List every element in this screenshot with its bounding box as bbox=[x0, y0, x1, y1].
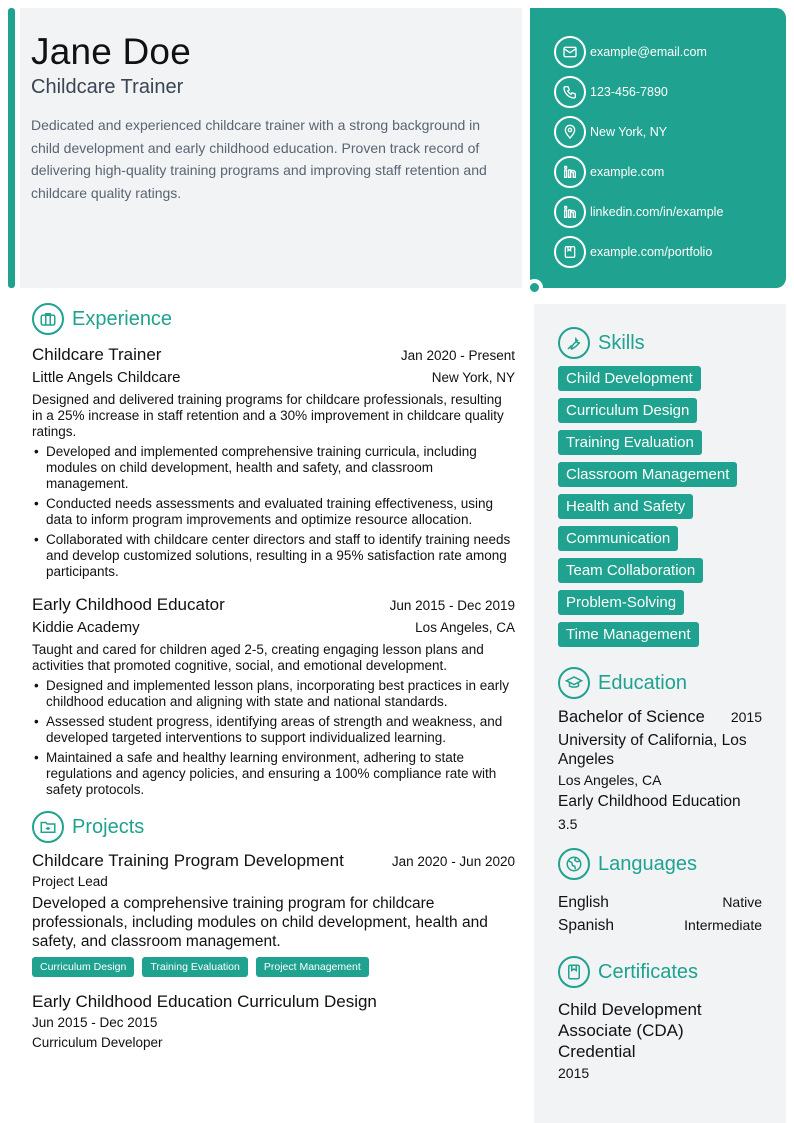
job-description: Designed and delivered training programs for childcare professionals, resulting in a 25% increase in staff retention and a 30% improvement in childcare quality ratings. bbox=[32, 392, 504, 439]
job-bullet: • Maintained a safe and healthy learning environment, adhering to state regulations and agency policies, and ensuring a 100% compliance rate with safety protocols. bbox=[32, 750, 515, 798]
contact-email[interactable] bbox=[554, 32, 786, 72]
certificates-title: Certificates bbox=[598, 960, 699, 983]
location-icon bbox=[554, 116, 586, 148]
job-location: Los Angeles, CA bbox=[415, 620, 515, 635]
project-tag: Project Management bbox=[256, 957, 369, 977]
contact-linkedin[interactable] bbox=[554, 192, 786, 232]
linkedin-icon bbox=[554, 156, 586, 188]
contact-phone[interactable] bbox=[554, 72, 786, 112]
field-of-study: Early Childhood Education bbox=[558, 793, 741, 810]
education-title: Education bbox=[598, 671, 687, 694]
language-row bbox=[558, 891, 762, 914]
project-item bbox=[32, 991, 515, 1053]
contact-portfolio[interactable] bbox=[554, 232, 786, 272]
job-title: Early Childhood Educator bbox=[32, 595, 225, 614]
project-tags bbox=[32, 957, 515, 977]
decorative-dot bbox=[526, 279, 543, 296]
language-name: Spanish bbox=[558, 917, 615, 934]
certificate-icon bbox=[558, 956, 590, 988]
header-accent-bar bbox=[8, 8, 15, 288]
email-icon bbox=[554, 36, 586, 68]
school-name: University of California, Los Angeles bbox=[558, 732, 747, 768]
job-bullet: • Designed and implemented lesson plans, incorporating best practices in early childhood education and aligning with state and national standards. bbox=[32, 678, 515, 710]
job-bullet: • Assessed student progress, identifying areas of strength and weakness, and developed targeted interventions to support individualized learning. bbox=[32, 714, 515, 746]
skills-section-header bbox=[558, 326, 762, 360]
profile-summary: Dedicated and experienced childcare trainer with a strong background in child development and early childhood education. Proven track record of delivering high-quality training programs and improving staff retention and childcare quality ratings. bbox=[31, 117, 487, 201]
candidate-name: Jane Doe bbox=[31, 31, 191, 72]
skill-badge: Problem-Solving bbox=[558, 590, 684, 615]
language-name: English bbox=[558, 894, 609, 911]
skill-badge: Health and Safety bbox=[558, 494, 693, 519]
contact-phone-text: 123-456-7890 bbox=[590, 85, 668, 99]
language-row bbox=[558, 914, 762, 937]
language-level: Intermediate bbox=[684, 917, 762, 933]
degree: Bachelor of Science bbox=[558, 708, 705, 726]
company-name: Little Angels Childcare bbox=[32, 369, 181, 386]
contact-website-text: example.com bbox=[590, 165, 665, 179]
contact-email-text: example@email.com bbox=[590, 45, 707, 59]
language-level: Native bbox=[722, 894, 762, 910]
sidebar bbox=[534, 304, 786, 1123]
project-tag: Training Evaluation bbox=[142, 957, 248, 977]
candidate-role: Childcare Trainer bbox=[31, 76, 184, 98]
job-location: New York, NY bbox=[431, 370, 515, 385]
job-bullet: • Collaborated with childcare center directors and staff to identify training needs and develop customized solutions, resulting in a 95% satisfaction rate among participants. bbox=[32, 532, 515, 580]
contact-location-text: New York, NY bbox=[590, 125, 668, 139]
experience-title: Experience bbox=[72, 307, 173, 330]
project-date: Jun 2015 - Dec 2015 bbox=[32, 1015, 158, 1030]
skill-badge: Classroom Management bbox=[558, 462, 737, 487]
skills-list bbox=[558, 366, 762, 654]
project-item bbox=[32, 850, 515, 977]
experience-section-header bbox=[32, 302, 515, 336]
certificate-year: 2015 bbox=[558, 1065, 590, 1081]
contact-panel bbox=[530, 8, 786, 288]
job-date: Jan 2020 - Present bbox=[400, 348, 515, 363]
main-column bbox=[32, 302, 515, 1053]
project-role: Project Lead bbox=[32, 874, 108, 889]
skill-badge: Team Collaboration bbox=[558, 558, 703, 583]
project-title: Early Childhood Education Curriculum Design bbox=[32, 992, 377, 1011]
job-bullets bbox=[32, 678, 515, 798]
skills-title: Skills bbox=[598, 331, 645, 354]
portfolio-icon bbox=[554, 236, 586, 268]
globe-icon bbox=[558, 848, 590, 880]
briefcase-icon bbox=[32, 303, 64, 335]
job-title: Childcare Trainer bbox=[32, 345, 162, 364]
project-date: Jan 2020 - Jun 2020 bbox=[391, 854, 515, 869]
job-bullets bbox=[32, 444, 515, 580]
folder-icon bbox=[32, 811, 64, 843]
graduation-cap-icon bbox=[558, 667, 590, 699]
job-bullet: • Developed and implemented comprehensive training curricula, including modules on child development, health and safety, and classroom management. bbox=[32, 444, 515, 492]
experience-item bbox=[32, 344, 515, 580]
contact-portfolio-text: example.com/portfolio bbox=[590, 245, 713, 259]
company-name: Kiddie Academy bbox=[32, 619, 140, 636]
certificate-name: Child Development Associate (CDA) Credential bbox=[558, 1000, 702, 1061]
skill-badge: Child Development bbox=[558, 366, 701, 391]
education-section-header bbox=[558, 666, 762, 700]
school-location: Los Angeles, CA bbox=[558, 772, 662, 788]
job-date: Jun 2015 - Dec 2019 bbox=[389, 598, 515, 613]
project-description: Developed a comprehensive training program for childcare professionals, including modules on child development, health and safety, and classroom management. bbox=[32, 895, 488, 950]
wrench-icon bbox=[558, 327, 590, 359]
project-tag: Curriculum Design bbox=[32, 957, 134, 977]
contact-location bbox=[554, 112, 786, 152]
languages-title: Languages bbox=[598, 852, 697, 875]
job-description: Taught and cared for children aged 2-5, creating engaging lesson plans and activities that promoted cognitive, social, and emotional development. bbox=[32, 642, 484, 673]
languages-section-header bbox=[558, 847, 762, 881]
skill-badge: Time Management bbox=[558, 622, 699, 647]
skill-badge: Communication bbox=[558, 526, 678, 551]
header-profile bbox=[20, 8, 522, 288]
projects-section-header bbox=[32, 810, 515, 844]
linkedin-icon bbox=[554, 196, 586, 228]
education-year: 2015 bbox=[730, 709, 762, 725]
phone-icon bbox=[554, 76, 586, 108]
gpa: 3.5 bbox=[558, 816, 578, 832]
certificates-section-header bbox=[558, 955, 762, 989]
experience-item bbox=[32, 594, 515, 798]
skill-badge: Training Evaluation bbox=[558, 430, 702, 455]
project-title: Childcare Training Program Development bbox=[32, 851, 344, 870]
project-role: Curriculum Developer bbox=[32, 1035, 163, 1050]
contact-linkedin-text: linkedin.com/in/example bbox=[590, 205, 724, 219]
projects-title: Projects bbox=[72, 815, 145, 838]
contact-website[interactable] bbox=[554, 152, 786, 192]
skill-badge: Curriculum Design bbox=[558, 398, 697, 423]
job-bullet: • Conducted needs assessments and evaluated training effectiveness, using data to inform program improvements and optimize resource allocation. bbox=[32, 496, 515, 528]
